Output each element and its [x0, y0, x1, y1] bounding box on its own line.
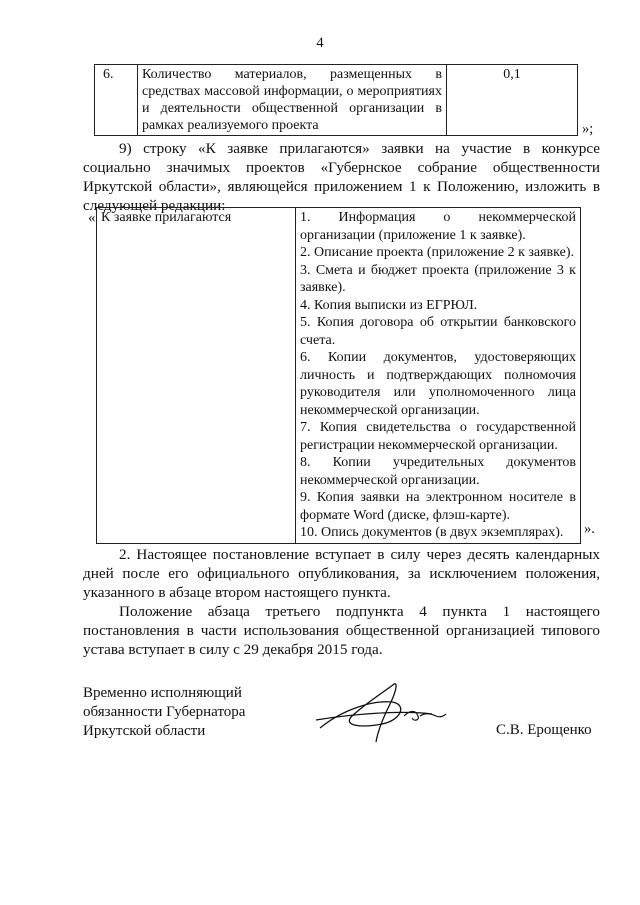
- row-number: 6.: [95, 65, 138, 136]
- attachments-list: [296, 208, 581, 544]
- signatory-title-line: обязанности Губернатора: [83, 704, 246, 720]
- table-row: [95, 65, 578, 136]
- paragraph-2: 2. Настоящее постановление вступает в силу через десять календарных дней после его официального опубликования, за исключением положения, указанного в абзаце втором настоящего пункта.: [83, 546, 600, 601]
- paragraph-3: Положение абзаца третьего подпункта 4 пункта 1 настоящего постановления в части использования общественной организацией типового устава вступает в силу с 29 декабря 2015 года.: [83, 603, 600, 658]
- signatory-name: С.В. Ерощенко: [496, 722, 592, 738]
- handwritten-signature: [312, 680, 452, 750]
- page-number: 4: [316, 35, 324, 51]
- opening-quote: «: [88, 210, 96, 226]
- closing-quote-period: ».: [584, 521, 595, 537]
- list-item: 7. Копия свидетельства о государственной регистрации некоммерческой организации.: [300, 420, 576, 453]
- list-item: 5. Копия договора об открытии банковского счета.: [300, 315, 576, 348]
- signatory-title-line: Иркутской области: [83, 723, 206, 739]
- attachments-label: К заявке прилагаются: [97, 208, 296, 544]
- closing-quote-semicolon: »;: [582, 121, 594, 137]
- signatory-title-line: Временно исполняющий: [83, 685, 242, 701]
- row-text: Количество материалов, размещенных в средствах массовой информации, о мероприятиях и деятельности общественной организации в рамках реализуемого проекта: [138, 65, 447, 136]
- row-value: 0,1: [447, 65, 578, 136]
- list-item: 3. Смета и бюджет проекта (приложение 3 к заявке).: [300, 262, 576, 295]
- signatory-title: [83, 684, 245, 741]
- attachments-table: [96, 207, 581, 544]
- list-item: 2. Описание проекта (приложение 2 к заявке).: [300, 245, 574, 260]
- list-item: 9. Копия заявки на электронном носителе в формате Word (диске, флэш-карте).: [300, 490, 576, 523]
- item-9-paragraph: 9) строку «К заявке прилагаются» заявки на участие в конкурсе социально значимых проектов «Губернское собрание общественности Иркутской области», являющейся приложением 1 к Положению, изложить в следующей редакции:: [83, 140, 600, 214]
- indicator-table: [94, 64, 578, 136]
- list-item: 10. Опись документов (в двух экземплярах).: [300, 525, 564, 540]
- list-item: 4. Копия выписки из ЕГРЮЛ.: [300, 297, 478, 313]
- table-row: [97, 208, 581, 544]
- list-item: 8. Копии учредительных документов некоммерческой организации.: [300, 455, 576, 488]
- list-item: 6. Копии документов, удостоверяющих личность и подтверждающих полномочия руководителя или уполномоченного лица некоммерческой организации.: [300, 350, 576, 418]
- list-item: 1. Информация о некоммерческой организации (приложение 1 к заявке).: [300, 210, 576, 243]
